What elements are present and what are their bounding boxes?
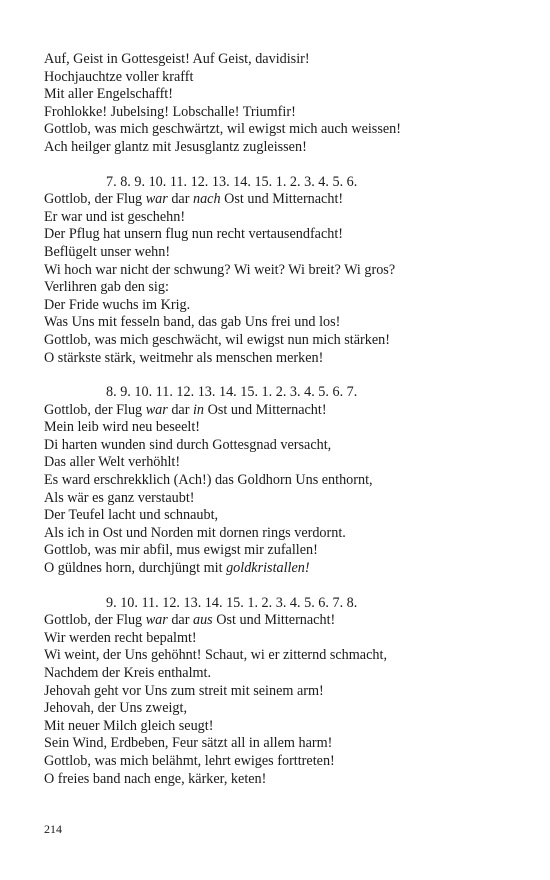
verse-line: Frohlokke! Jubelsing! Lobschalle! Triumfir! (44, 103, 296, 120)
verse-line: Wir werden recht bepalmt! (44, 629, 197, 646)
flug-text: Ost und Mitternacht! (212, 612, 336, 629)
flug-text: Gottlob, der Flug (44, 191, 146, 208)
flug-emphasis: in (192, 401, 205, 418)
flug-text: Gottlob, der Flug (44, 612, 146, 629)
verse-line: Beflügelt unser wehn! (44, 243, 171, 260)
flug-line (44, 612, 514, 630)
verse-line: Gottlob, was mir abfil, mus ewigst mir zufallen! (44, 542, 318, 559)
flug-line (44, 191, 514, 209)
stanza-2 (44, 174, 514, 368)
poem-text (44, 51, 514, 805)
flug-emphasis: nach (192, 191, 221, 208)
verse-line: Der Pflug hat unsern flug nun recht vertausendfacht! (44, 226, 344, 243)
verse-line: Sein Wind, Erdbeben, Feur sätzt all in allem harm! (44, 735, 333, 752)
verse-line: Er war und ist geschehn! (44, 208, 186, 225)
verse-line: Mit aller Engelschafft! (44, 86, 173, 103)
verse-line: Wi weint, der Uns gehöhnt! Schaut, wi er zitternd schmacht, (44, 647, 387, 664)
flug-text: Gottlob, der Flug (44, 401, 146, 418)
stanza-number-line: 8. 9. 10. 11. 12. 13. 14. 15. 1. 2. 3. 4. 5. 6. 7. (106, 384, 358, 401)
verse-line: Als ich in Ost und Norden mit dornen rings verdornt. (44, 524, 346, 541)
stanza-1 (44, 51, 514, 157)
verse-line: O stärkste stärk, weitmehr als menschen merken! (44, 349, 324, 366)
page-number: 214 (44, 822, 62, 836)
verse-line: Mein leib wird neu beseelt! (44, 419, 201, 436)
verse-line: Ach heilger glantz mit Jesusglantz zugleissen! (44, 138, 307, 155)
verse-line: Di harten wunden sind durch Gottesgnad versacht, (44, 436, 332, 453)
verse-line: Auf, Geist in Gottesgeist! Auf Geist, davidisir! (44, 51, 310, 67)
last-line-text: O güldnes horn, durchjüngt mit (44, 560, 227, 577)
verse-line: Gottlob, was mich geschwärtzt, wil ewigst mich auch weissen! (44, 121, 401, 138)
flug-text: dar (167, 612, 193, 629)
verse-line: Mit neuer Milch gleich seugt! (44, 717, 214, 734)
verse-line: Jehovah geht vor Uns zum streit mit seinem arm! (44, 682, 324, 699)
verse-line: Gottlob, was mich belähmt, lehrt ewiges forttreten! (44, 752, 335, 769)
stanza-4 (44, 595, 514, 789)
verse-line: Nachdem der Kreis enthalmt. (44, 665, 212, 681)
verse-line: Was Uns mit fesseln band, das gab Uns frei und los! (44, 314, 341, 331)
verse-line: Der Teufel lacht und schnaubt, (44, 507, 219, 524)
verse-line: O freies band nach enge, kärker, keten! (44, 770, 267, 787)
flug-emphasis: war (145, 612, 168, 629)
verse-line: Das aller Welt verhöhlt! (44, 454, 181, 471)
verse-line: Der Fride wuchs im Krig. (44, 296, 191, 313)
stanza-number-line: 7. 8. 9. 10. 11. 12. 13. 14. 15. 1. 2. 3. 4. 5. 6. (106, 173, 358, 190)
last-line-emphasis: goldkristallen! (226, 560, 310, 577)
verse-line: Hochjauchtze voller krafft (44, 68, 194, 85)
verse-line: Gottlob, was mich geschwächt, wil ewigst nun mich stärken! (44, 331, 390, 348)
verse-line: Jehovah, der Uns zweigt, (44, 700, 188, 717)
stanza-3 (44, 384, 514, 578)
flug-emphasis: war (145, 401, 168, 418)
flug-text: dar (167, 191, 193, 208)
flug-text: Ost und Mitternacht! (204, 401, 327, 418)
flug-text: Ost und Mitternacht! (220, 191, 344, 208)
flug-line (44, 402, 514, 420)
verse-line: Wi hoch war nicht der schwung? Wi weit? Wi breit? Wi gros? (44, 261, 396, 278)
flug-emphasis: war (145, 191, 168, 208)
stanza-number-line: 9. 10. 11. 12. 13. 14. 15. 1. 2. 3. 4. 5. 6. 7. 8. (106, 594, 358, 611)
flug-emphasis: aus (192, 612, 213, 629)
verse-line: Es ward erschrekklich (Ach!) das Goldhorn Uns enthornt, (44, 472, 373, 489)
verse-line: Als wär es ganz verstaubt! (44, 489, 195, 506)
verse-line: Verlihren gab den sig: (44, 279, 169, 296)
flug-text: dar (167, 401, 193, 418)
last-line (44, 560, 514, 578)
